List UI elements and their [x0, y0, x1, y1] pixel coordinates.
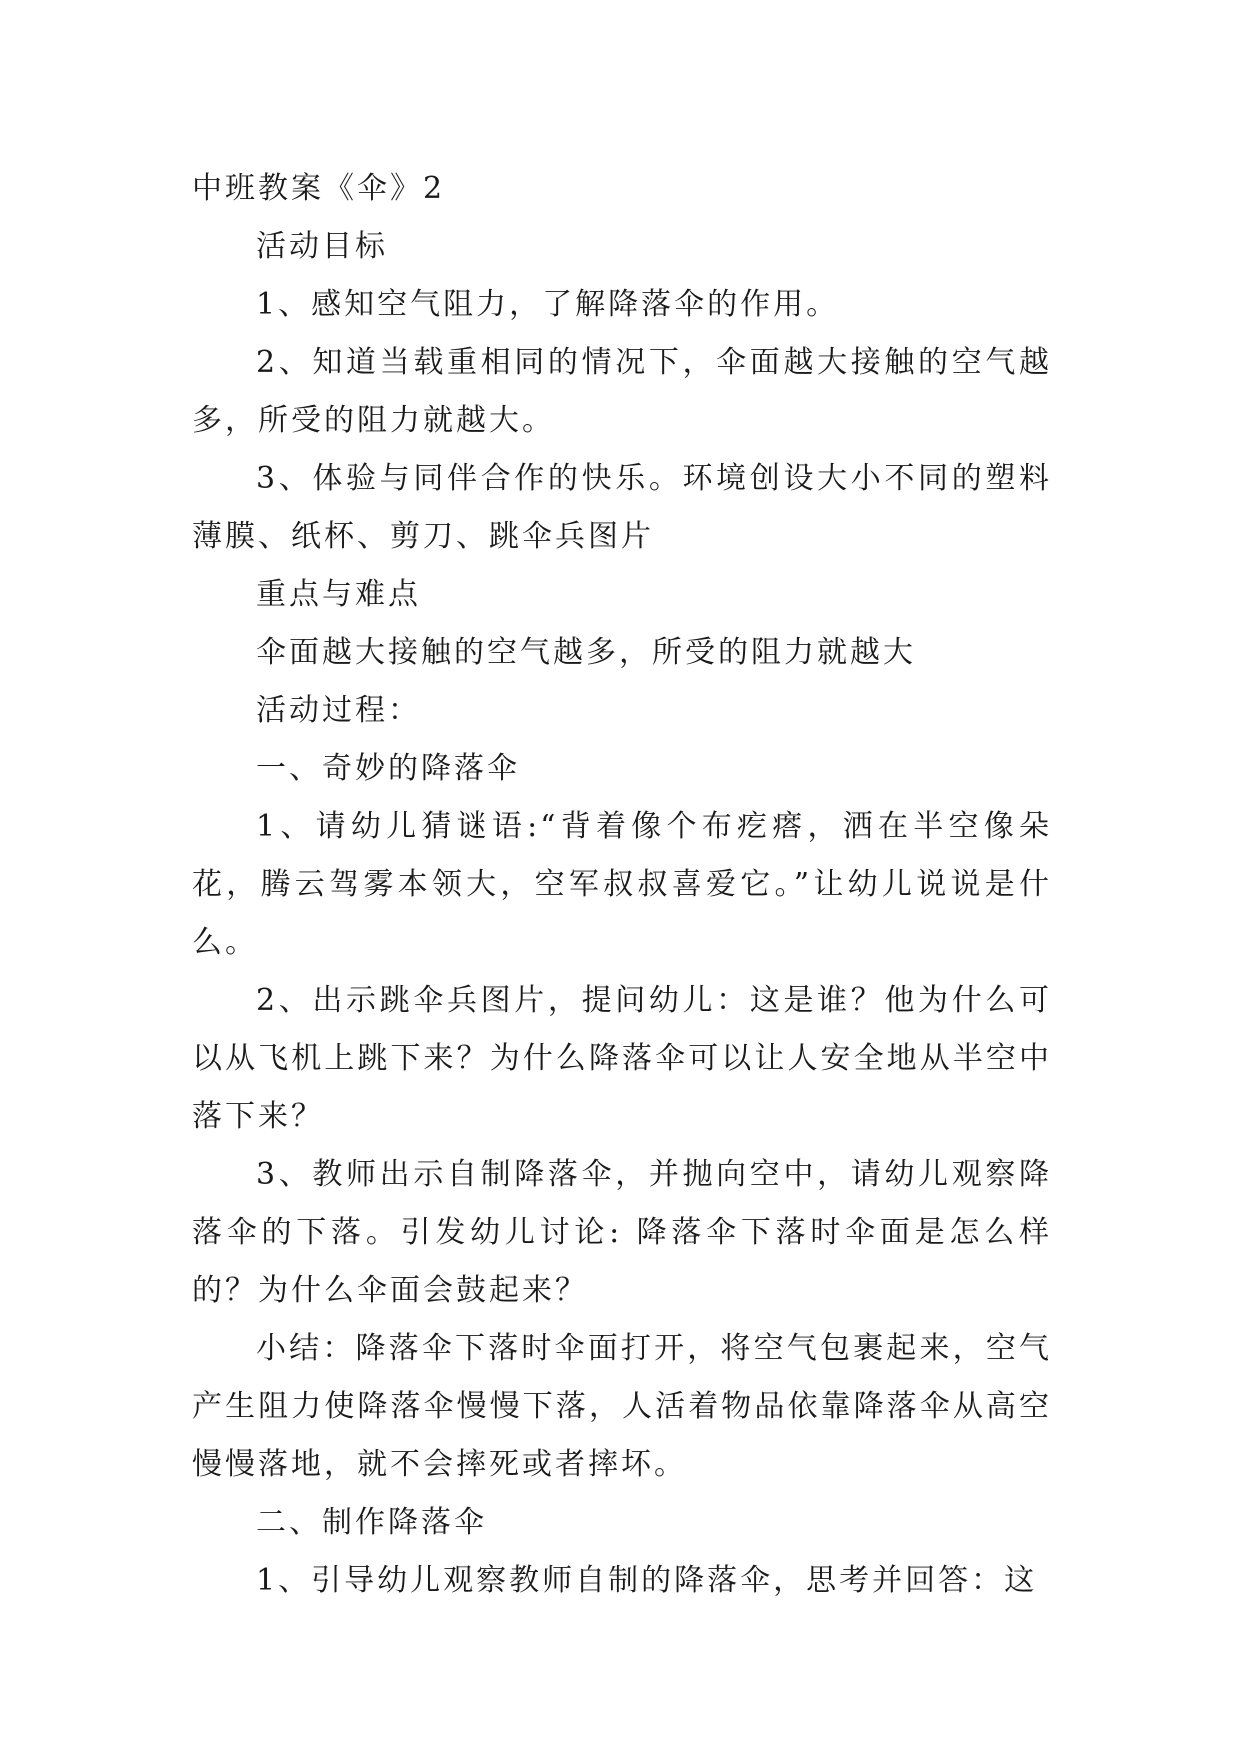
document-title: 中班教案《伞》2 — [192, 171, 446, 206]
heading-key-points: 重点与难点 — [256, 577, 421, 612]
section-2-heading: 二、制作降落伞 — [256, 1505, 487, 1540]
section-1-step-2: 2、出示跳伞兵图片，提问幼儿：这是谁？他为什么可以从飞机上跳下来？为什么降落伞可以让人安全地从半空中落下来？ — [192, 983, 1052, 1134]
goal-3: 3、体验与同伴合作的快乐。环境创设大小不同的塑料薄膜、纸杯、剪刀、跳伞兵图片 — [192, 461, 1052, 554]
section-2-step-1: 1、引导幼儿观察教师自制的降落伞，思考并回答：这 — [256, 1563, 1038, 1598]
section-1-summary: 小结：降落伞下落时伞面打开，将空气包裹起来，空气产生阻力使降落伞慢慢下落，人活着物品依靠降落伞从高空慢慢落地，就不会摔死或者摔坏。 — [192, 1331, 1052, 1482]
key-point-text: 伞面越大接触的空气越多，所受的阻力就越大 — [256, 635, 916, 670]
section-1-heading: 一、奇妙的降落伞 — [256, 751, 520, 786]
goal-2: 2、知道当载重相同的情况下，伞面越大接触的空气越多，所受的阻力就越大。 — [192, 345, 1052, 438]
section-1-step-1: 1、请幼儿猜谜语:“背着像个布疙瘩，洒在半空像朵花，腾云驾雾本领大，空军叔叔喜爱它。”让幼儿说说是什么。 — [192, 809, 1052, 960]
goal-1: 1、感知空气阻力，了解降落伞的作用。 — [256, 287, 840, 322]
document-body — [192, 160, 1052, 1610]
heading-activity-goals: 活动目标 — [256, 229, 388, 264]
heading-activity-process: 活动过程： — [256, 693, 421, 728]
section-1-step-3: 3、教师出示自制降落伞，并抛向空中，请幼儿观察降落伞的下落。引发幼儿讨论: 降落伞下落时伞面是怎么样的？为什么伞面会鼓起来？ — [192, 1157, 1052, 1308]
